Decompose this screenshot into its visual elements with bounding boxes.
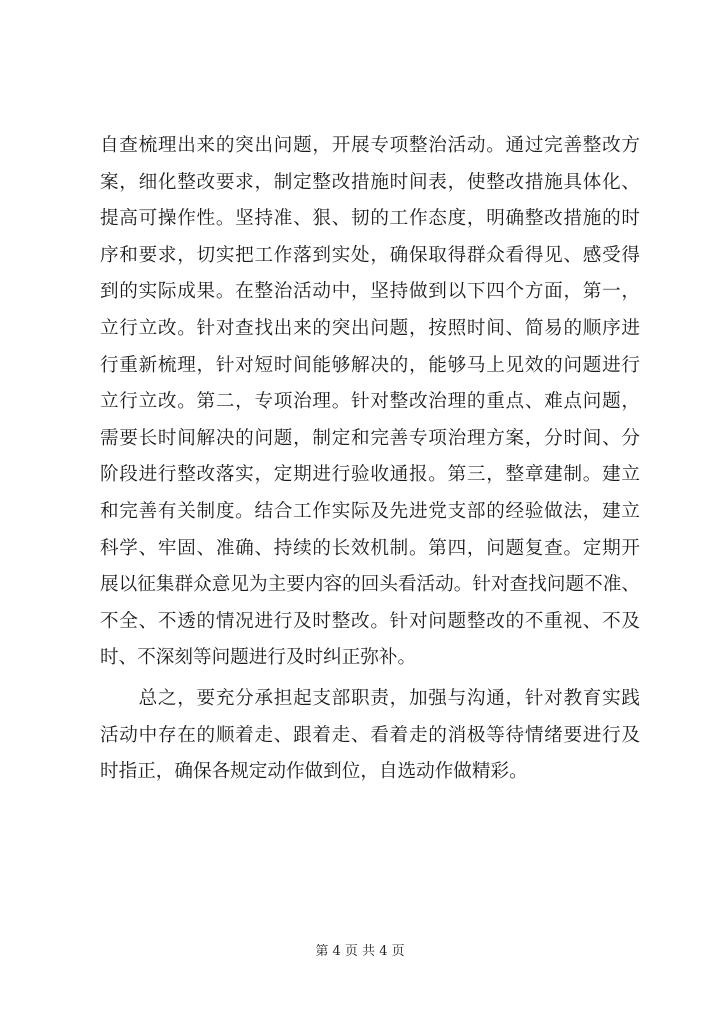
text-line: 阶段进行整改落实，定期进行验收通报。第三，整章建制。建立: [100, 464, 640, 486]
text-line: 不全、不透的情况进行及时整改。针对问题整改的不重视、不及: [100, 610, 640, 632]
paragraph-2: [100, 681, 640, 791]
text-line: 立行立改。第二，专项治理。针对整改治理的重点、难点问题，: [100, 391, 640, 413]
text-line: 和完善有关制度。结合工作实际及先进党支部的经验做法，建立: [100, 500, 640, 522]
text-line: 时指正，确保各规定动作做到位，自选动作做精彩。: [100, 761, 528, 783]
text-line: 立行立改。针对查找出来的突出问题，按照时间、简易的顺序进: [100, 317, 640, 339]
text-line: 到的实际成果。在整治活动中，坚持做到以下四个方面，第一，: [100, 281, 640, 303]
text-line: 行重新梳理，针对短时间能够解决的，能够马上见效的问题进行: [100, 354, 640, 376]
text-line: 自查梳理出来的突出问题，开展专项整治活动。通过完善整改方: [100, 135, 640, 156]
text-line: 序和要求，切实把工作落到实处，确保取得群众看得见、感受得: [100, 244, 640, 266]
document-body: [100, 128, 640, 791]
text-line: 总之，要充分承担起支部职责，加强与沟通，针对教育实践: [100, 687, 640, 709]
text-line: 时、不深刻等问题进行及时纠正弥补。: [100, 647, 417, 669]
paragraph-1: [100, 128, 640, 677]
text-line: 展以征集群众意见为主要内容的回头看活动。针对查找问题不准、: [100, 574, 640, 596]
text-line: 案，细化整改要求，制定整改措施时间表，使整改措施具体化、: [100, 171, 640, 193]
text-line: 科学、牢固、准确、持续的长效机制。第四，问题复查。定期开: [100, 537, 640, 559]
page-number-footer: 第 4 页 共 4 页: [315, 944, 405, 959]
text-line: 提高可操作性。坚持准、狠、韧的工作态度，明确整改措施的时: [100, 208, 640, 230]
text-line: 活动中存在的顺着走、跟着走、看着走的消极等待情绪要进行及: [100, 724, 640, 746]
text-line: 需要长时间解决的问题，制定和完善专项治理方案，分时间、分: [100, 427, 640, 449]
